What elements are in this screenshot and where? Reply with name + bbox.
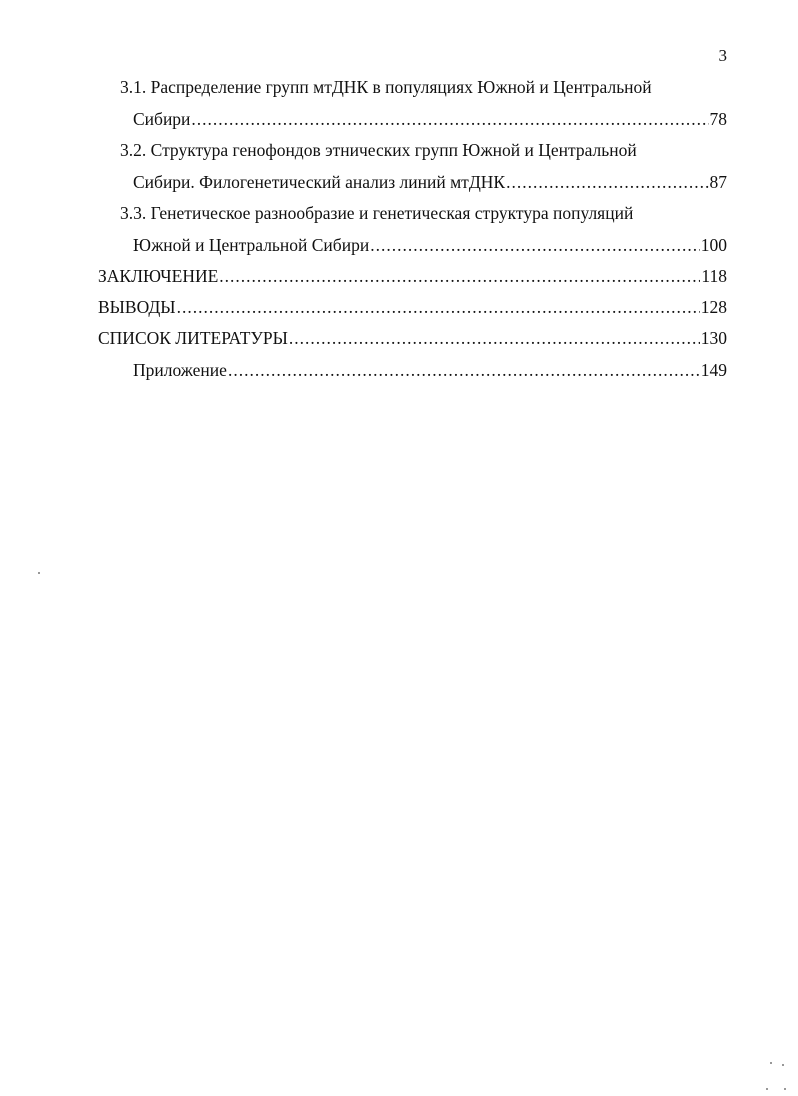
toc-entry-findings[interactable] xyxy=(98,292,727,322)
toc-entry-appendix[interactable] xyxy=(133,355,727,385)
toc-page-number: 87 xyxy=(709,172,727,192)
toc-entry-text: ЗАКЛЮЧЕНИЕ xyxy=(98,266,219,286)
dot-leader xyxy=(228,355,700,385)
scan-speck xyxy=(770,1062,772,1064)
toc-page-number: 100 xyxy=(700,235,727,255)
dot-leader xyxy=(289,323,700,353)
toc-page-number: 128 xyxy=(700,297,727,317)
toc-entry-text: СПИСОК ЛИТЕРАТУРЫ xyxy=(98,328,288,348)
toc-entry-text: 3.2. Структура генофондов этнических групп Южной и Центральной xyxy=(120,140,637,160)
toc-entry-text: Сибири. Филогенетический анализ линий мтДНК xyxy=(133,172,506,192)
toc-page-number: 149 xyxy=(700,360,727,380)
toc-entry-text: ВЫВОДЫ xyxy=(98,297,176,317)
toc-entry-3-2-title xyxy=(120,135,637,165)
toc-entry-text: Приложение xyxy=(133,360,227,380)
toc-entry-references[interactable] xyxy=(98,323,727,353)
page-number: 3 xyxy=(718,46,727,65)
toc-entry-3-2[interactable] xyxy=(133,167,727,197)
toc-entry-3-1[interactable] xyxy=(133,104,727,134)
scan-speck xyxy=(38,572,40,574)
toc-entry-text: Южной и Центральной Сибири xyxy=(133,235,370,255)
dot-leader xyxy=(177,292,700,322)
dot-leader xyxy=(370,230,700,260)
toc-entry-text: 3.3. Генетическое разнообразие и генетическая структура популяций xyxy=(120,203,634,223)
dot-leader xyxy=(506,167,708,197)
scan-speck xyxy=(784,1088,786,1090)
toc-page-number: 130 xyxy=(700,328,727,348)
toc-entry-3-1-title xyxy=(120,72,652,102)
dot-leader xyxy=(191,104,708,134)
toc-entry-text: 3.1. Распределение групп мтДНК в популяциях Южной и Центральной xyxy=(120,77,652,97)
toc-page-number: 78 xyxy=(709,109,727,129)
toc-entry-3-3-title xyxy=(120,198,633,228)
toc-entry-text: Сибири xyxy=(133,109,191,129)
scan-speck xyxy=(766,1088,768,1090)
toc-entry-conclusion[interactable] xyxy=(98,261,727,291)
scan-speck xyxy=(782,1064,784,1066)
toc-entry-3-3[interactable] xyxy=(133,230,727,260)
dot-leader xyxy=(219,261,700,291)
toc-page-number: 118 xyxy=(701,266,727,286)
